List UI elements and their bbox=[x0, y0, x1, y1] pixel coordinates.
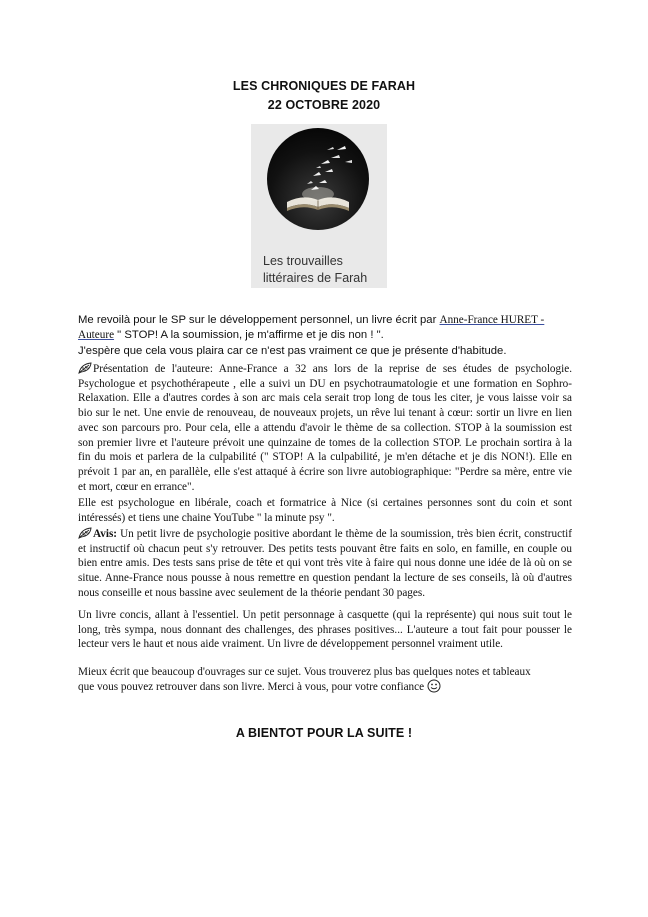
intro-paragraph bbox=[78, 313, 572, 342]
intro-text-before-link: Me revoilà pour le SP sur le développement personnel, un livre écrit par bbox=[78, 314, 440, 326]
author-link-text-1: Anne-France HURET - bbox=[439, 314, 545, 326]
document-title: LES CHRONIQUES DE FARAH bbox=[232, 79, 416, 93]
author-presentation-text: Présentation de l'auteure: Anne-France a 32 ans lors de la reprise de ses études de psychologie. Psychologue et psychothérapeute , elle a suivi un DU en psychotraumatologie et une formation en Sophro-Relaxation. Elle a d'autres cordes à son arc mais cela serait trop long de tous les citer, je vous laisse voir sa bio sur le net. Une envie de renouveau, de nouveaux projets, un rêve lui tenant à cœur: sortir un livre en lien avec son parcours pro. Pour cela, elle a attendu d'avoir le thème de sa collection. STOP à la soumission est son premier livre et l'auteure prévoit une quinzaine de tomes de la collection STOP. Le prochain sortira à la fin du mois et parlera de la culpabilité (" STOP! A la culpabilité, je m'en détache et je dis NON!). Elle en prévoit 1 par an, en parallèle, elle s'est attaqué à écrire son livre autobiographique: "Perdre sa mère, entre vie et mort, cœur en errance". bbox=[78, 363, 572, 493]
review-label: Avis: bbox=[93, 528, 118, 540]
author-link-text-2: Auteure bbox=[78, 328, 115, 341]
concise-book-paragraph: Un livre concis, allant à l'essentiel. Un petit personnage à casquette (qui la représente) qui nous suit tout le long, très sympa, nous donnant des challenges, des phrases positives... L'auteure a tout fait pour pousser le lecteur vers le haut et nous aide vraiment. Un livre de développement personnel vraiment utile. bbox=[78, 609, 572, 651]
logo-caption-line-1: Les trouvailles bbox=[263, 254, 343, 268]
psychologist-paragraph: Elle est psychologue en libérale, coach et formatrice à Nice (si certaines personnes sont du coin et sont intéressés) et tiens une chaine YouTube " la minute psy ". bbox=[78, 497, 572, 524]
intro-text-after-link: " STOP! A la soumission, je m'affirme et je dis non ! ". bbox=[114, 328, 384, 341]
document-date: 22 OCTOBRE 2020 bbox=[267, 98, 381, 112]
logo-caption-line-2: littéraires de Farah bbox=[263, 271, 368, 285]
leaf-icon bbox=[78, 362, 92, 374]
closing-paragraph-line-1: Mieux écrit que beaucoup d'ouvrages sur ce sujet. Vous trouverez plus bas quelques notes et tableaux bbox=[78, 666, 531, 678]
blog-logo bbox=[251, 124, 387, 288]
closing-banner: A BIENTOT POUR LA SUITE ! bbox=[235, 726, 413, 740]
smiley-icon bbox=[427, 679, 441, 693]
review-paragraph bbox=[78, 527, 572, 601]
open-book-icon bbox=[267, 128, 369, 230]
closing-paragraph-line-2 bbox=[78, 679, 572, 695]
closing-paragraph-text: que vous pouvez retrouver dans son livre. Merci à vous, pour votre confiance bbox=[78, 681, 425, 693]
review-text: Un petit livre de psychologie positive abordant le thème de la soumission, très bien écrit, constructif et instructif où chacun peut s'y retrouver. Des petits tests pouvant être faits en solo, en famille, en couple ou bien entre amis. Des tests sans prise de tête et qui vont très vite à faire qui nous donne une idée de là où on se situe. Anne-France nous pousse à nous remettre en question pendant la lecture de ses conseils, là où d'autres nous conseille et nous bassine avec seulement de la théorie pendant 30 pages. bbox=[78, 528, 572, 599]
leaf-icon bbox=[78, 527, 92, 539]
author-presentation-paragraph bbox=[78, 362, 572, 494]
logo-caption bbox=[263, 253, 387, 287]
intro-second-line: J'espère que cela vous plaira car ce n'est pas vraiment ce que je présente d'habitude. bbox=[78, 345, 507, 357]
